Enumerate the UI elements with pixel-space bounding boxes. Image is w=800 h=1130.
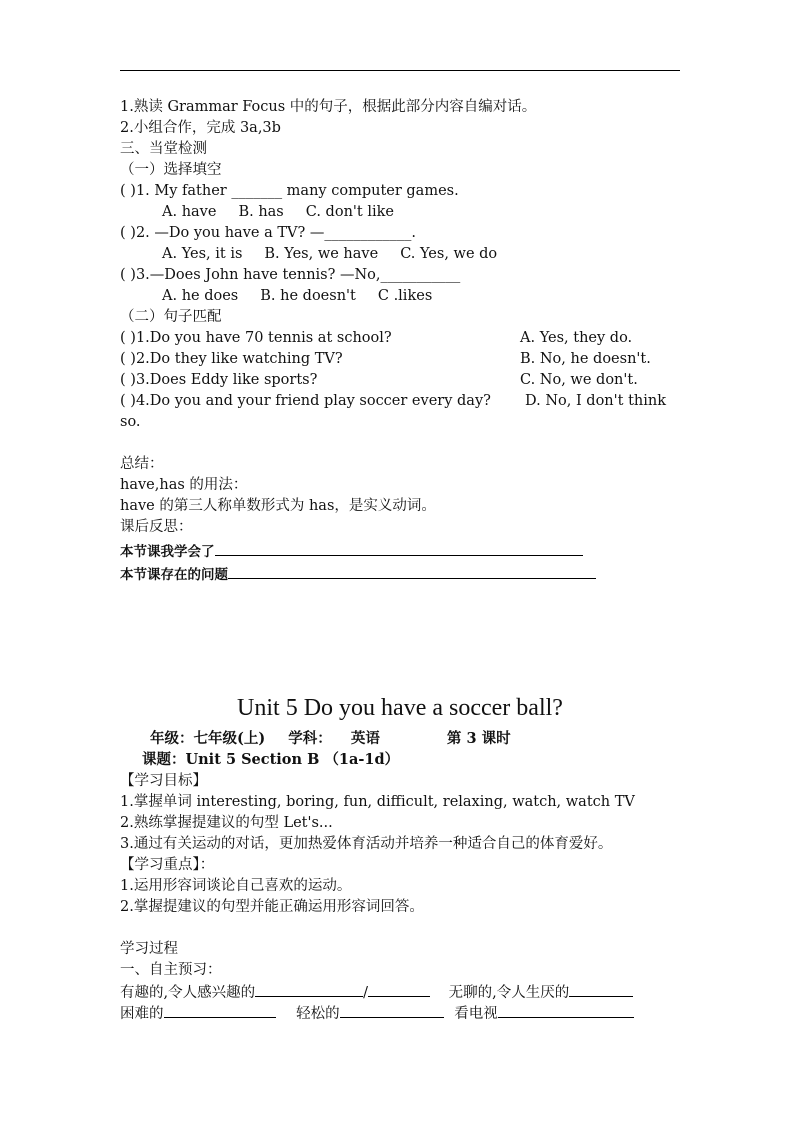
reflection-label: 课后反思： [120, 519, 193, 535]
match-heading: （二）句子匹配 [120, 309, 222, 325]
preview-heading: 一、自主预习： [120, 962, 222, 978]
focus-2: 2.掌握提建议的句型并能正确运用形容词回答。 [120, 899, 424, 915]
summary-line-1: have,has 的用法： [120, 477, 248, 493]
learned-line: 本节课我学会了 [120, 540, 583, 562]
focus-1: 1.运用形容词谈论自己喜欢的运动。 [120, 878, 352, 894]
instruction-1: 1.熟读 Grammar Focus 中的句子，根据此部分内容自编对话。 [120, 99, 537, 115]
mc-options-1: A. have B. has C. don't like [162, 204, 394, 220]
unit-title: Unit 5 Do you have a soccer ball? [237, 695, 563, 721]
match-wrap: so. [120, 414, 141, 430]
worksheet-page [120, 0, 680, 1130]
goal-2: 2.熟练掌握提建议的句型 Let's... [120, 815, 333, 831]
goals-header: 【学习目标】 [120, 773, 207, 789]
summary-label: 总结： [120, 456, 164, 472]
vocab-row-1: 有趣的,令人感兴趣的 / 无聊的,令人生厌的 [120, 981, 633, 1003]
problems-line: 本节课存在的问题 [120, 563, 596, 585]
match-row-2: ( )2.Do they like watching TV? B. No, he doesn't. [120, 351, 651, 367]
focus-header: 【学习重点】： [120, 857, 215, 873]
match-row-4: ( )4.Do you and your friend play soccer every day? D. No, I don't think [120, 393, 666, 409]
summary-line-2: have 的第三人称单数形式为 has，是实义动词。 [120, 498, 436, 514]
process-heading: 学习过程 [120, 941, 178, 957]
mc-options-2: A. Yes, it is B. Yes, we have C. Yes, we do [162, 246, 498, 262]
mc-question-2: ( )2. —Do you have a TV? —____________. [120, 225, 416, 241]
section-heading: 三、当堂检测 [120, 141, 207, 157]
lesson-meta: 年级：七年级(上) 学科： 英语 第 3 课时 [150, 730, 511, 747]
mc-options-3: A. he does B. he doesn't C .likes [162, 288, 433, 304]
match-row-1: ( )1.Do you have 70 tennis at school? A. Yes, they do. [120, 330, 633, 346]
lesson-topic: 课题：Unit 5 Section B （1a-1d） [142, 751, 400, 768]
mc-question-1: ( )1. My father _______ many computer games. [120, 183, 459, 199]
instruction-2: 2.小组合作，完成 3a,3b [120, 120, 281, 136]
goal-1: 1.掌握单词 interesting, boring, fun, difficult, relaxing, watch, watch TV [120, 794, 635, 810]
top-rule [120, 70, 680, 71]
match-row-3: ( )3.Does Eddy like sports? C. No, we don't. [120, 372, 638, 388]
vocab-row-2: 困难的 轻松的 看电视 [120, 1002, 634, 1024]
subsection-heading: （一）选择填空 [120, 162, 222, 178]
goal-3: 3.通过有关运动的对话，更加热爱体育活动并培养一种适合自己的体育爱好。 [120, 836, 613, 852]
mc-question-3: ( )3.—Does John have tennis? —No,___________ [120, 267, 461, 283]
